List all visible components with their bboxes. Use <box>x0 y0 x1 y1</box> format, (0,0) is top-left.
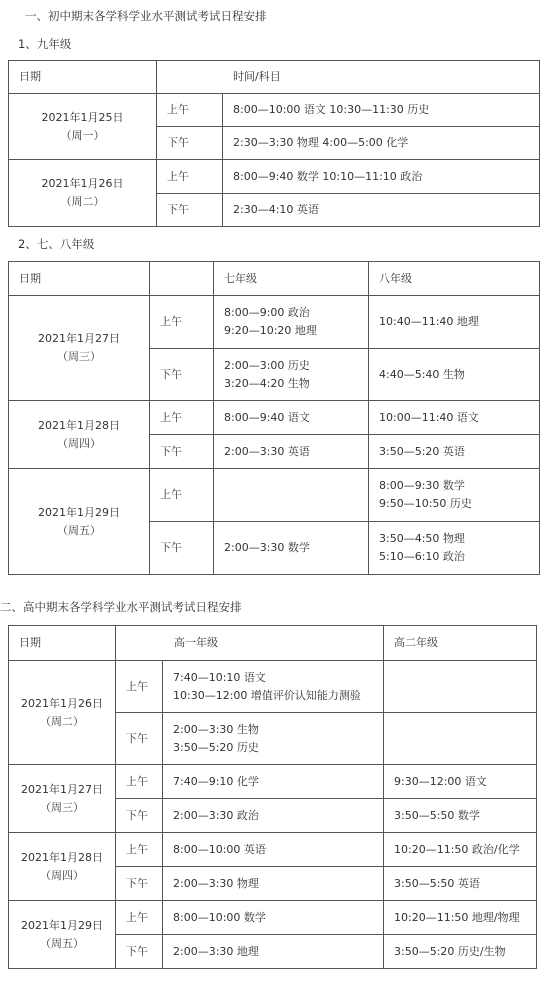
weekday-text: （周五） <box>57 523 101 537</box>
period-am: 上午 <box>157 160 223 194</box>
schedule-cell: 8:00—9:40 数学 10:10—11:10 政治 <box>223 160 540 194</box>
schedule-cell-empty <box>384 713 537 765</box>
period-am: 上午 <box>150 296 214 349</box>
period-pm: 下午 <box>116 867 163 901</box>
schedule-line: 4:40—5:40 生物 <box>379 367 465 381</box>
header-grade8: 八年级 <box>369 262 540 296</box>
table-row <box>9 661 537 713</box>
date-text: 2021年1月27日 <box>21 782 103 796</box>
header-grade10: 高一年级 <box>116 626 384 661</box>
weekday-text: （周五） <box>40 936 84 950</box>
date-text: 2021年1月26日 <box>41 177 124 190</box>
schedule-cell: 2:30—3:30 物理 4:00—5:00 化学 <box>223 127 540 160</box>
grade9-title: 1、九年级 <box>18 37 72 51</box>
table-row <box>9 296 540 349</box>
weekday-text: （周四） <box>57 436 101 450</box>
header-empty <box>150 262 214 296</box>
period-am: 上午 <box>116 833 163 867</box>
period-pm: 下午 <box>157 127 223 160</box>
date-text: 2021年1月25日 <box>41 110 124 124</box>
schedule-cell: 2:30—4:10 英语 <box>223 194 540 227</box>
date-cell <box>9 833 116 901</box>
schedule-cell: 8:00—10:00 数学 <box>163 901 384 935</box>
section1-title: 一、初中期末各学科学业水平测试考试日程安排 <box>25 9 267 23</box>
schedule-cell: 2:00—3:30 政治 <box>163 799 384 833</box>
schedule-cell: 8:00—10:00 英语 <box>163 833 384 867</box>
period-pm: 下午 <box>116 713 163 765</box>
weekday-text: （周一） <box>60 128 105 142</box>
weekday-text: （周三） <box>40 800 84 814</box>
weekday-text: （周二） <box>40 714 84 728</box>
period-am: 上午 <box>150 401 214 435</box>
period-am: 上午 <box>116 661 163 713</box>
date-text: 2021年1月28日 <box>38 418 120 432</box>
date-text: 2021年1月27日 <box>38 332 120 345</box>
schedule-cell: 3:50—5:20 历史/生物 <box>384 935 537 969</box>
table-row <box>9 765 537 799</box>
date-cell <box>9 296 150 401</box>
schedule-cell <box>163 713 384 765</box>
date-text: 2021年1月26日 <box>21 696 103 710</box>
grade9-table <box>8 60 540 227</box>
schedule-cell: 3:50—5:20 英语 <box>369 435 540 469</box>
header-date: 日期 <box>9 61 157 94</box>
header-date: 日期 <box>9 262 150 296</box>
period-am: 上午 <box>150 469 214 522</box>
table-row <box>9 901 537 935</box>
period-pm: 下午 <box>157 194 223 227</box>
date-text: 2021年1月28日 <box>21 850 103 864</box>
schedule-cell-empty <box>384 661 537 713</box>
table-row <box>9 94 540 127</box>
schedule-line: 10:30—12:00 增值评价认知能力测验 <box>173 688 361 702</box>
schedule-cell: 10:20—11:50 政治/化学 <box>384 833 537 867</box>
schedule-cell: 2:00—3:30 地理 <box>163 935 384 969</box>
schedule-cell <box>369 296 540 349</box>
table-row <box>9 833 537 867</box>
date-cell <box>9 901 116 969</box>
weekday-text: （周四） <box>40 868 84 882</box>
schedule-cell <box>369 349 540 401</box>
schedule-cell <box>214 296 369 349</box>
schedule-cell <box>214 349 369 401</box>
schedule-cell: 3:50—5:50 英语 <box>384 867 537 901</box>
date-cell <box>9 160 157 227</box>
date-cell <box>9 401 150 469</box>
schedule-line: 3:20—4:20 生物 <box>224 376 310 390</box>
schedule-line: 9:20—10:20 地理 <box>224 324 317 337</box>
header-date: 日期 <box>9 626 116 661</box>
senior-table <box>8 625 537 969</box>
schedule-line: 3:50—4:50 物理 <box>379 532 465 545</box>
schedule-cell: 2:00—3:30 物理 <box>163 867 384 901</box>
period-am: 上午 <box>116 765 163 799</box>
schedule-line: 9:50—10:50 历史 <box>379 497 472 510</box>
schedule-line: 2:00—3:30 生物 <box>173 722 259 736</box>
schedule-cell <box>163 661 384 713</box>
table-header-row <box>9 262 540 296</box>
schedule-line: 10:40—11:40 地理 <box>379 315 479 328</box>
header-grade7: 七年级 <box>214 262 369 296</box>
schedule-line: 2:00—3:00 历史 <box>224 358 310 372</box>
schedule-cell: 9:30—12:00 语文 <box>384 765 537 799</box>
schedule-line: 3:50—5:20 历史 <box>173 740 259 754</box>
period-pm: 下午 <box>150 435 214 469</box>
schedule-cell: 10:00—11:40 语文 <box>369 401 540 435</box>
schedule-cell: 7:40—9:10 化学 <box>163 765 384 799</box>
period-pm: 下午 <box>116 935 163 969</box>
table-row <box>9 401 540 435</box>
header-time-subject: 时间/科目 <box>157 61 540 94</box>
weekday-text: （周三） <box>57 350 101 363</box>
table-row <box>9 469 540 522</box>
period-pm: 下午 <box>150 522 214 575</box>
period-pm: 下午 <box>150 349 214 401</box>
period-pm: 下午 <box>116 799 163 833</box>
table-header-row <box>9 61 540 94</box>
schedule-cell: 3:50—5:50 数学 <box>384 799 537 833</box>
schedule-cell: 8:00—10:00 语文 10:30—11:30 历史 <box>223 94 540 127</box>
period-am: 上午 <box>116 901 163 935</box>
schedule-line: 5:10—6:10 政治 <box>379 550 465 563</box>
date-cell <box>9 94 157 160</box>
weekday-text: （周二） <box>60 195 105 208</box>
schedule-cell: 2:00—3:30 数学 <box>214 522 369 575</box>
table-row <box>9 160 540 194</box>
date-cell <box>9 661 116 765</box>
schedule-cell: 10:20—11:50 地理/物理 <box>384 901 537 935</box>
schedule-cell: 8:00—9:40 语文 <box>214 401 369 435</box>
schedule-line: 8:00—9:30 数学 <box>379 479 465 492</box>
section2-title: 二、高中期末各学科学业水平测试考试日程安排 <box>0 600 242 614</box>
grade78-table <box>8 261 540 575</box>
date-cell <box>9 765 116 833</box>
date-text: 2021年1月29日 <box>38 505 120 519</box>
schedule-line: 7:40—10:10 语文 <box>173 670 266 684</box>
schedule-cell: 2:00—3:30 英语 <box>214 435 369 469</box>
schedule-cell-empty <box>214 469 369 522</box>
period-am: 上午 <box>157 94 223 127</box>
date-cell <box>9 469 150 575</box>
schedule-cell <box>369 522 540 575</box>
schedule-cell <box>369 469 540 522</box>
header-grade11: 高二年级 <box>384 626 537 661</box>
date-text: 2021年1月29日 <box>21 918 103 932</box>
schedule-line: 8:00—9:00 政治 <box>224 306 310 319</box>
grade78-title: 2、七、八年级 <box>18 237 95 251</box>
table-header-row <box>9 626 537 661</box>
